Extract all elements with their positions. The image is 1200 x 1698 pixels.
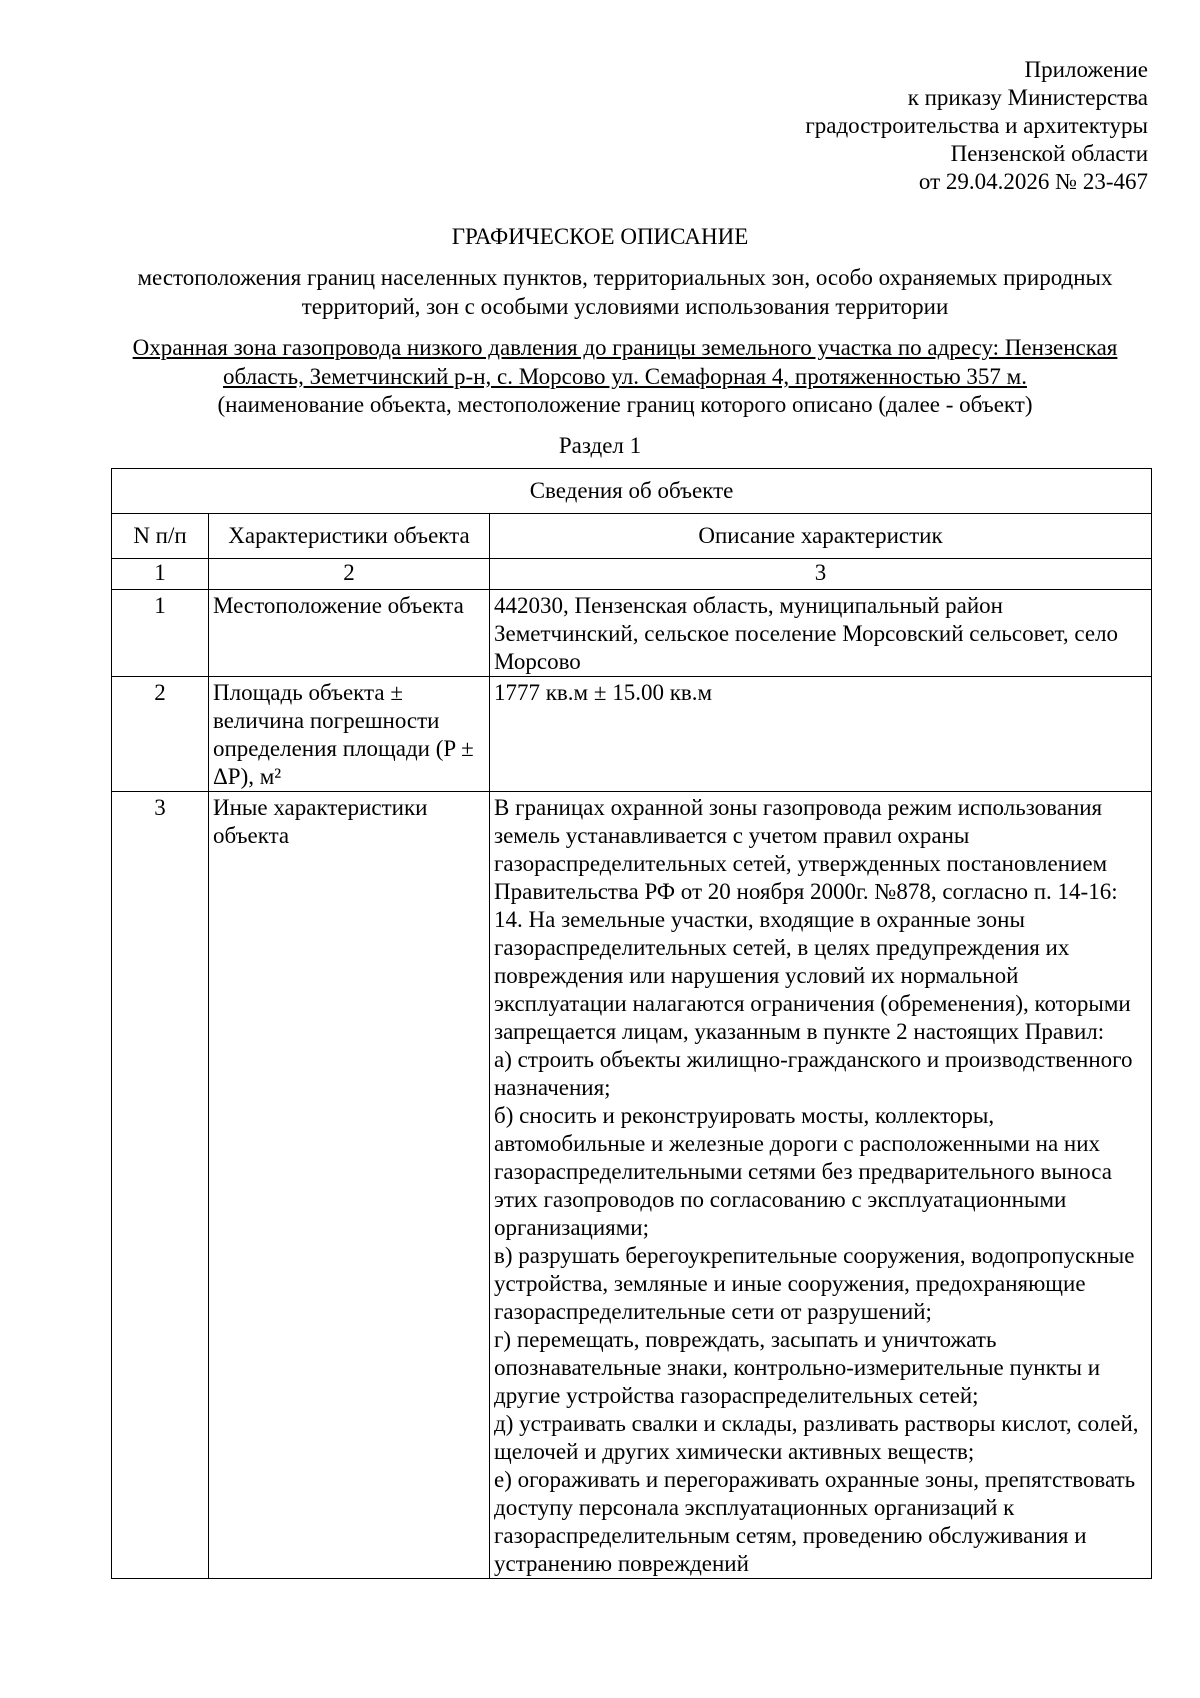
object-name-caption: (наименование объекта, местоположение границ которого описано (далее - объект)	[217, 392, 1033, 417]
appendix-line: градостроительства и архитектуры	[805, 113, 1148, 138]
row-characteristic: Иные характеристики объекта	[209, 792, 490, 1579]
appendix-line: Пензенской области	[950, 141, 1148, 166]
row-description: 1777 кв.м ± 15.00 кв.м	[490, 677, 1152, 792]
table-row	[112, 792, 1152, 1579]
document-subtitle: местоположения границ населенных пунктов, территориальных зон, особо охраняемых природных территорий, зон с особыми условиями использования территории	[137, 265, 1113, 319]
document-title: ГРАФИЧЕСКОЕ ОПИСАНИЕ	[451, 224, 749, 249]
table-row	[112, 677, 1152, 792]
appendix-header	[805, 56, 1148, 196]
object-info-table	[111, 468, 1152, 1579]
column-number: 1	[112, 559, 209, 590]
row-number: 1	[112, 590, 209, 677]
column-number: 3	[490, 559, 1152, 590]
table-caption: Сведения об объекте	[112, 469, 1152, 514]
column-number: 2	[209, 559, 490, 590]
row-description: 442030, Пензенская область, муниципальный район Земетчинский, сельское поселение Морсовский сельсовет, село Морсово	[490, 590, 1152, 677]
row-number: 2	[112, 677, 209, 792]
row-characteristic: Местоположение объекта	[209, 590, 490, 677]
row-description: В границах охранной зоны газопровода режим использования земель устанавливается с учетом правил охраны газораспределительных сетей, утвержденных постановлением Правительства РФ от 20 ноября 2000г. №878, согласно п. 14-16: 14. На земельные участки, входящие в охранные зоны газораспределительных сетей, в целях предупреждения их повреждения или нарушения условий их нормальной эксплуатации налагаются ограничения (обременения), которыми запрещается лицам, указанным в пункте 2 настоящих Правил: а) строить объекты жилищно-гражданского и производственного назначения; б) сносить и реконструировать мосты, коллекторы, автомобильные и железные дороги с расположенными на них газораспределительными сетями без предварительного выноса этих газопроводов по согласованию с эксплуатационными организациями; в) разрушать берегоукрепительные сооружения, водопропускные устройства, земляные и иные сооружения, предохраняющие газораспределительные сети от разрушений; г) перемещать, повреждать, засыпать и уничтожать опознавательные знаки, контрольно-измерительные пункты и другие устройства газораспределительных сетей; д) устраивать свалки и склады, разливать растворы кислот, солей, щелочей и других химически активных веществ; е) огораживать и перегораживать охранные зоны, препятствовать доступу персонала эксплуатационных организаций к газораспределительным сетям, проведению обслуживания и устранению повреждений	[490, 792, 1152, 1579]
appendix-line: Приложение	[1024, 57, 1148, 82]
row-number: 3	[112, 792, 209, 1579]
appendix-line: к приказу Министерства	[907, 85, 1148, 110]
table-row	[112, 590, 1152, 677]
column-number-row	[112, 559, 1152, 590]
header-description: Описание характеристик	[490, 514, 1152, 559]
table-header-row	[112, 514, 1152, 559]
header-number: N п/п	[112, 514, 209, 559]
appendix-date-number: от 29.04.2026 № 23-467	[918, 169, 1148, 194]
object-name: Охранная зона газопровода низкого давления до границы земельного участка по адресу: Пензенская область, Земетчинский р-н, с. Морсово ул. Семафорная 4, протяженностью 357 м.	[132, 335, 1118, 389]
table-caption-row	[112, 469, 1152, 514]
row-characteristic: Площадь объекта ± величина погрешности определения площади (P ± ΔP), м²	[209, 677, 490, 792]
section-label: Раздел 1	[558, 433, 642, 458]
header-characteristic: Характеристики объекта	[209, 514, 490, 559]
